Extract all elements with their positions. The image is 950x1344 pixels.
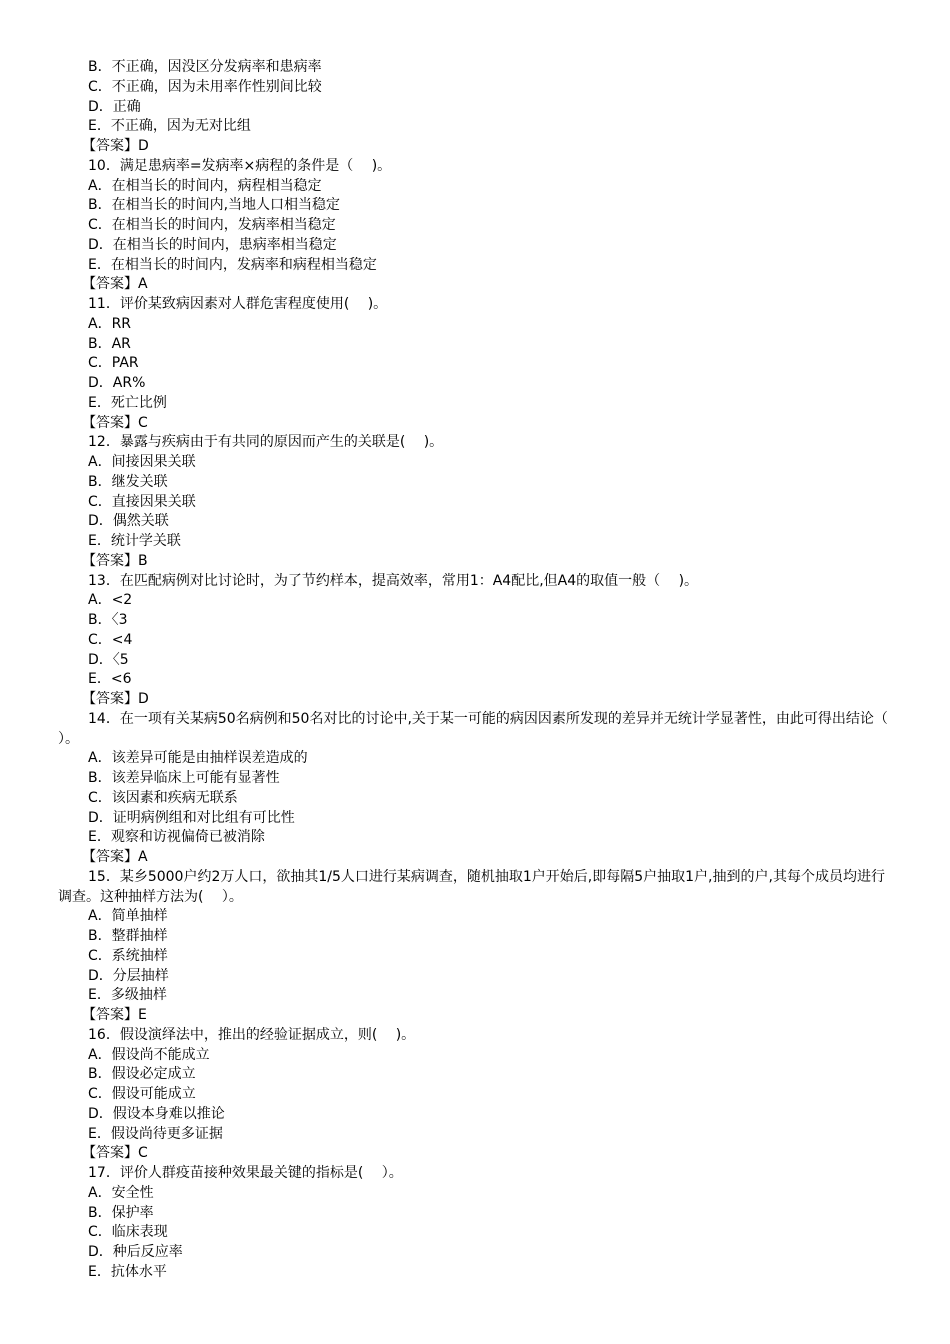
answer-option: E．假设尚待更多证据 <box>88 1125 223 1142</box>
answer-option: E．不正确，因为无对比组 <box>88 118 251 135</box>
answer-key: 【答案】D <box>82 138 149 154</box>
answer-option: B．〈3 <box>88 612 128 628</box>
answer-option: D．种后反应率 <box>88 1244 183 1260</box>
answer-option: B．AR <box>88 335 131 352</box>
answer-option: C．不正确，因为未用率作性别间比较 <box>88 78 322 95</box>
answer-option: D．在相当长的时间内，患病率相当稳定 <box>88 236 337 253</box>
answer-option: E．多级抽样 <box>88 987 167 1004</box>
answer-option: A．间接因果关联 <box>88 454 196 470</box>
answer-option: D．正确 <box>88 98 141 115</box>
answer-key: 【答案】C <box>82 414 148 431</box>
answer-option: E．<6 <box>88 671 132 688</box>
question-text: 12．暴露与疾病由于有共同的原因而产生的关联是( )。 <box>88 434 444 451</box>
question-text: 11．评价某致病因素对人群危害程度使用( )。 <box>88 296 388 312</box>
answer-option: B．不正确，因没区分发病率和患病率 <box>88 59 322 75</box>
answer-option: C．PAR <box>88 355 139 372</box>
answer-option: A．RR <box>88 315 132 332</box>
answer-key: 【答案】B <box>82 552 148 569</box>
answer-option: C．<4 <box>88 631 133 648</box>
answer-option: B．保护率 <box>88 1204 154 1221</box>
answer-option: C．系统抽样 <box>88 947 168 964</box>
answer-option: E．观察和访视偏倚已被消除 <box>88 829 265 846</box>
answer-key: 【答案】A <box>82 276 148 293</box>
answer-option: A．安全性 <box>88 1184 154 1201</box>
answer-option: C．临床表现 <box>88 1224 168 1241</box>
answer-option: D．证明病例组和对比组有可比性 <box>88 809 295 826</box>
answer-key: 【答案】C <box>82 1145 148 1162</box>
question-text: 14．在一项有关某病50名病例和50名对比的讨论中,关于某一可能的病因因素所发现的差异并无统计学显著性，由此可得出结论（ ）。 <box>58 710 907 747</box>
answer-option: D．〈5 <box>88 651 129 668</box>
answer-option: B．继发关联 <box>88 473 168 490</box>
answer-option: C．在相当长的时间内，发病率相当稳定 <box>88 217 336 233</box>
answer-option: E．统计学关联 <box>88 533 181 549</box>
answer-option: A．在相当长的时间内，病程相当稳定 <box>88 177 322 194</box>
answer-option: D．AR% <box>88 375 146 391</box>
answer-option: C．该因素和疾病无联系 <box>88 789 238 806</box>
question-text: 10．满足患病率=发病率×病程的条件是（ )。 <box>88 157 392 174</box>
answer-option: D．分层抽样 <box>88 967 169 984</box>
answer-option: C．直接因果关联 <box>88 493 196 510</box>
question-text: 16．假设演绎法中，推出的经验证据成立，则( )。 <box>88 1026 416 1043</box>
question-text: 15．某乡5000户约2万人口，欲抽其1/5人口进行某病调查，随机抽取1户开始后,即每隔5户抽取1户,抽到的户,其每个成员均进行调查。这种抽样方法为( ）。 <box>58 868 885 905</box>
answer-option: D．假设本身难以推论 <box>88 1105 225 1122</box>
answer-option: A．该差异可能是由抽样误差造成的 <box>88 750 308 767</box>
question-text: 13．在匹配病例对比讨论时，为了节约样本，提高效率，常用1：A4配比,但A4的取值一般（ )。 <box>88 572 699 589</box>
answer-option: B．假设必定成立 <box>88 1066 196 1083</box>
answer-option: A．<2 <box>88 592 133 609</box>
answer-key: 【答案】D <box>82 691 149 707</box>
answer-option: A．假设尚不能成立 <box>88 1046 210 1063</box>
answer-option: D．偶然关联 <box>88 513 169 530</box>
answer-option: C．假设可能成立 <box>88 1086 196 1102</box>
answer-key: 【答案】E <box>82 1007 147 1023</box>
answer-option: E．在相当长的时间内，发病率和病程相当稳定 <box>88 256 377 273</box>
answer-option: E．死亡比例 <box>88 394 167 411</box>
answer-option: B．在相当长的时间内,当地人口相当稳定 <box>88 197 341 214</box>
question-text: 17．评价人群疫苗接种效果最关键的指标是( ）。 <box>88 1165 403 1181</box>
answer-option: B．整群抽样 <box>88 928 168 944</box>
answer-option: A．简单抽样 <box>88 908 168 925</box>
answer-option: B．该差异临床上可能有显著性 <box>88 770 280 786</box>
answer-option: E．抗体水平 <box>88 1263 167 1280</box>
answer-key: 【答案】A <box>82 849 148 865</box>
